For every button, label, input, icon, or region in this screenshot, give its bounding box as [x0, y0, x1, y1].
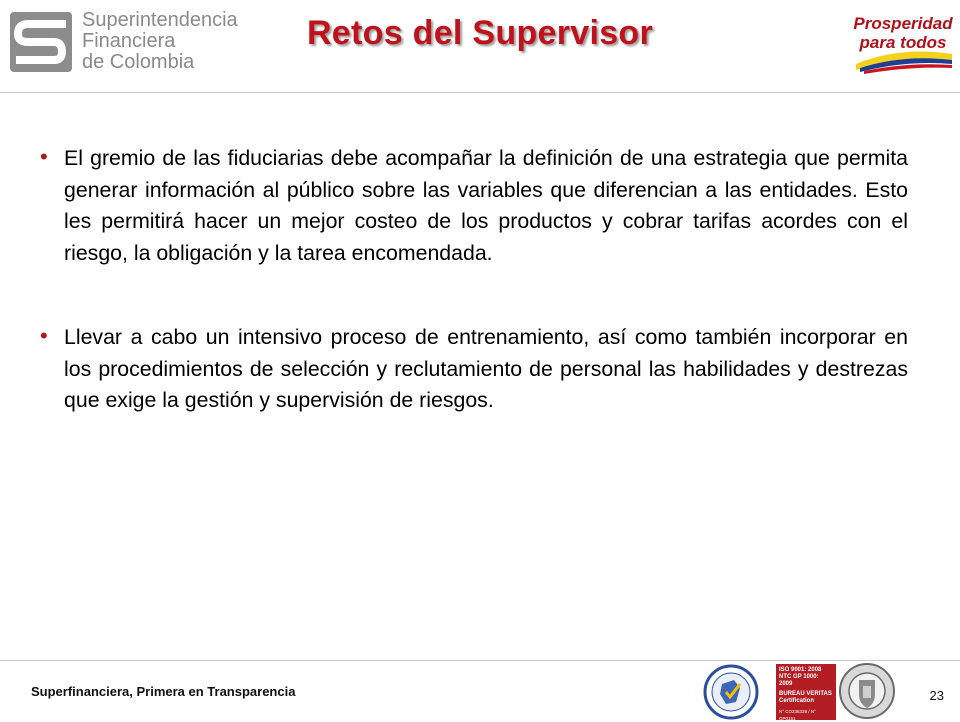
- logo-line-3: de Colombia: [82, 51, 195, 73]
- bullet-dot-icon: •: [40, 144, 48, 169]
- bullet-item: [40, 322, 908, 417]
- footer-tagline: Superfinanciera, Primera en Transparencia: [31, 684, 296, 699]
- cert-line-5: N° CO236339 / N° GP0151: [779, 709, 816, 721]
- cert-line-3: BUREAU VERITAS: [779, 691, 832, 697]
- footer-divider: [0, 660, 960, 661]
- bullet-text: Llevar a cabo un intensivo proceso de entrenamiento, así como también incorporar en los procedimientos de selección y reclutamiento de personal las habilidades y destrezas que exige la gestión y supervisión de riesgos.: [64, 325, 908, 412]
- header-divider: [0, 92, 960, 93]
- bullet-text: El gremio de las fiduciarias debe acompañar la definición de una estrategia que permita generar información al público sobre las variables que diferencian a las entidades. Esto les permitirá hacer un mejor costeo de los productos y cobrar tarifas acordes con el riesgo, la obligación y la tarea encomendada.: [64, 146, 908, 265]
- logo-line-1: Superintendencia: [82, 9, 238, 31]
- cert-line-4: Certification: [779, 698, 815, 704]
- prosperidad-line-2: para todos: [859, 33, 947, 52]
- page-number: 23: [929, 688, 944, 703]
- slide-content: [40, 143, 908, 417]
- bureau-veritas-seal-icon: [838, 662, 896, 720]
- prosperidad-para-todos-logo: [850, 8, 956, 74]
- prosperidad-line-1: Prosperidad: [853, 14, 953, 33]
- iso-certification-badge: [776, 664, 836, 720]
- bullet-item: [40, 143, 908, 269]
- cert-line-1: ISO 9001: 2008: [779, 667, 822, 673]
- prosperidad-logo-text: [850, 14, 956, 52]
- slide-title: Retos del Supervisor: [306, 14, 654, 52]
- bullet-dot-icon: •: [40, 323, 48, 348]
- logo-line-2: Financiera: [82, 30, 176, 52]
- cert-line-2: NTC GP 1000: 2009: [779, 674, 819, 687]
- gestion-calidad-seal-icon: [700, 664, 762, 720]
